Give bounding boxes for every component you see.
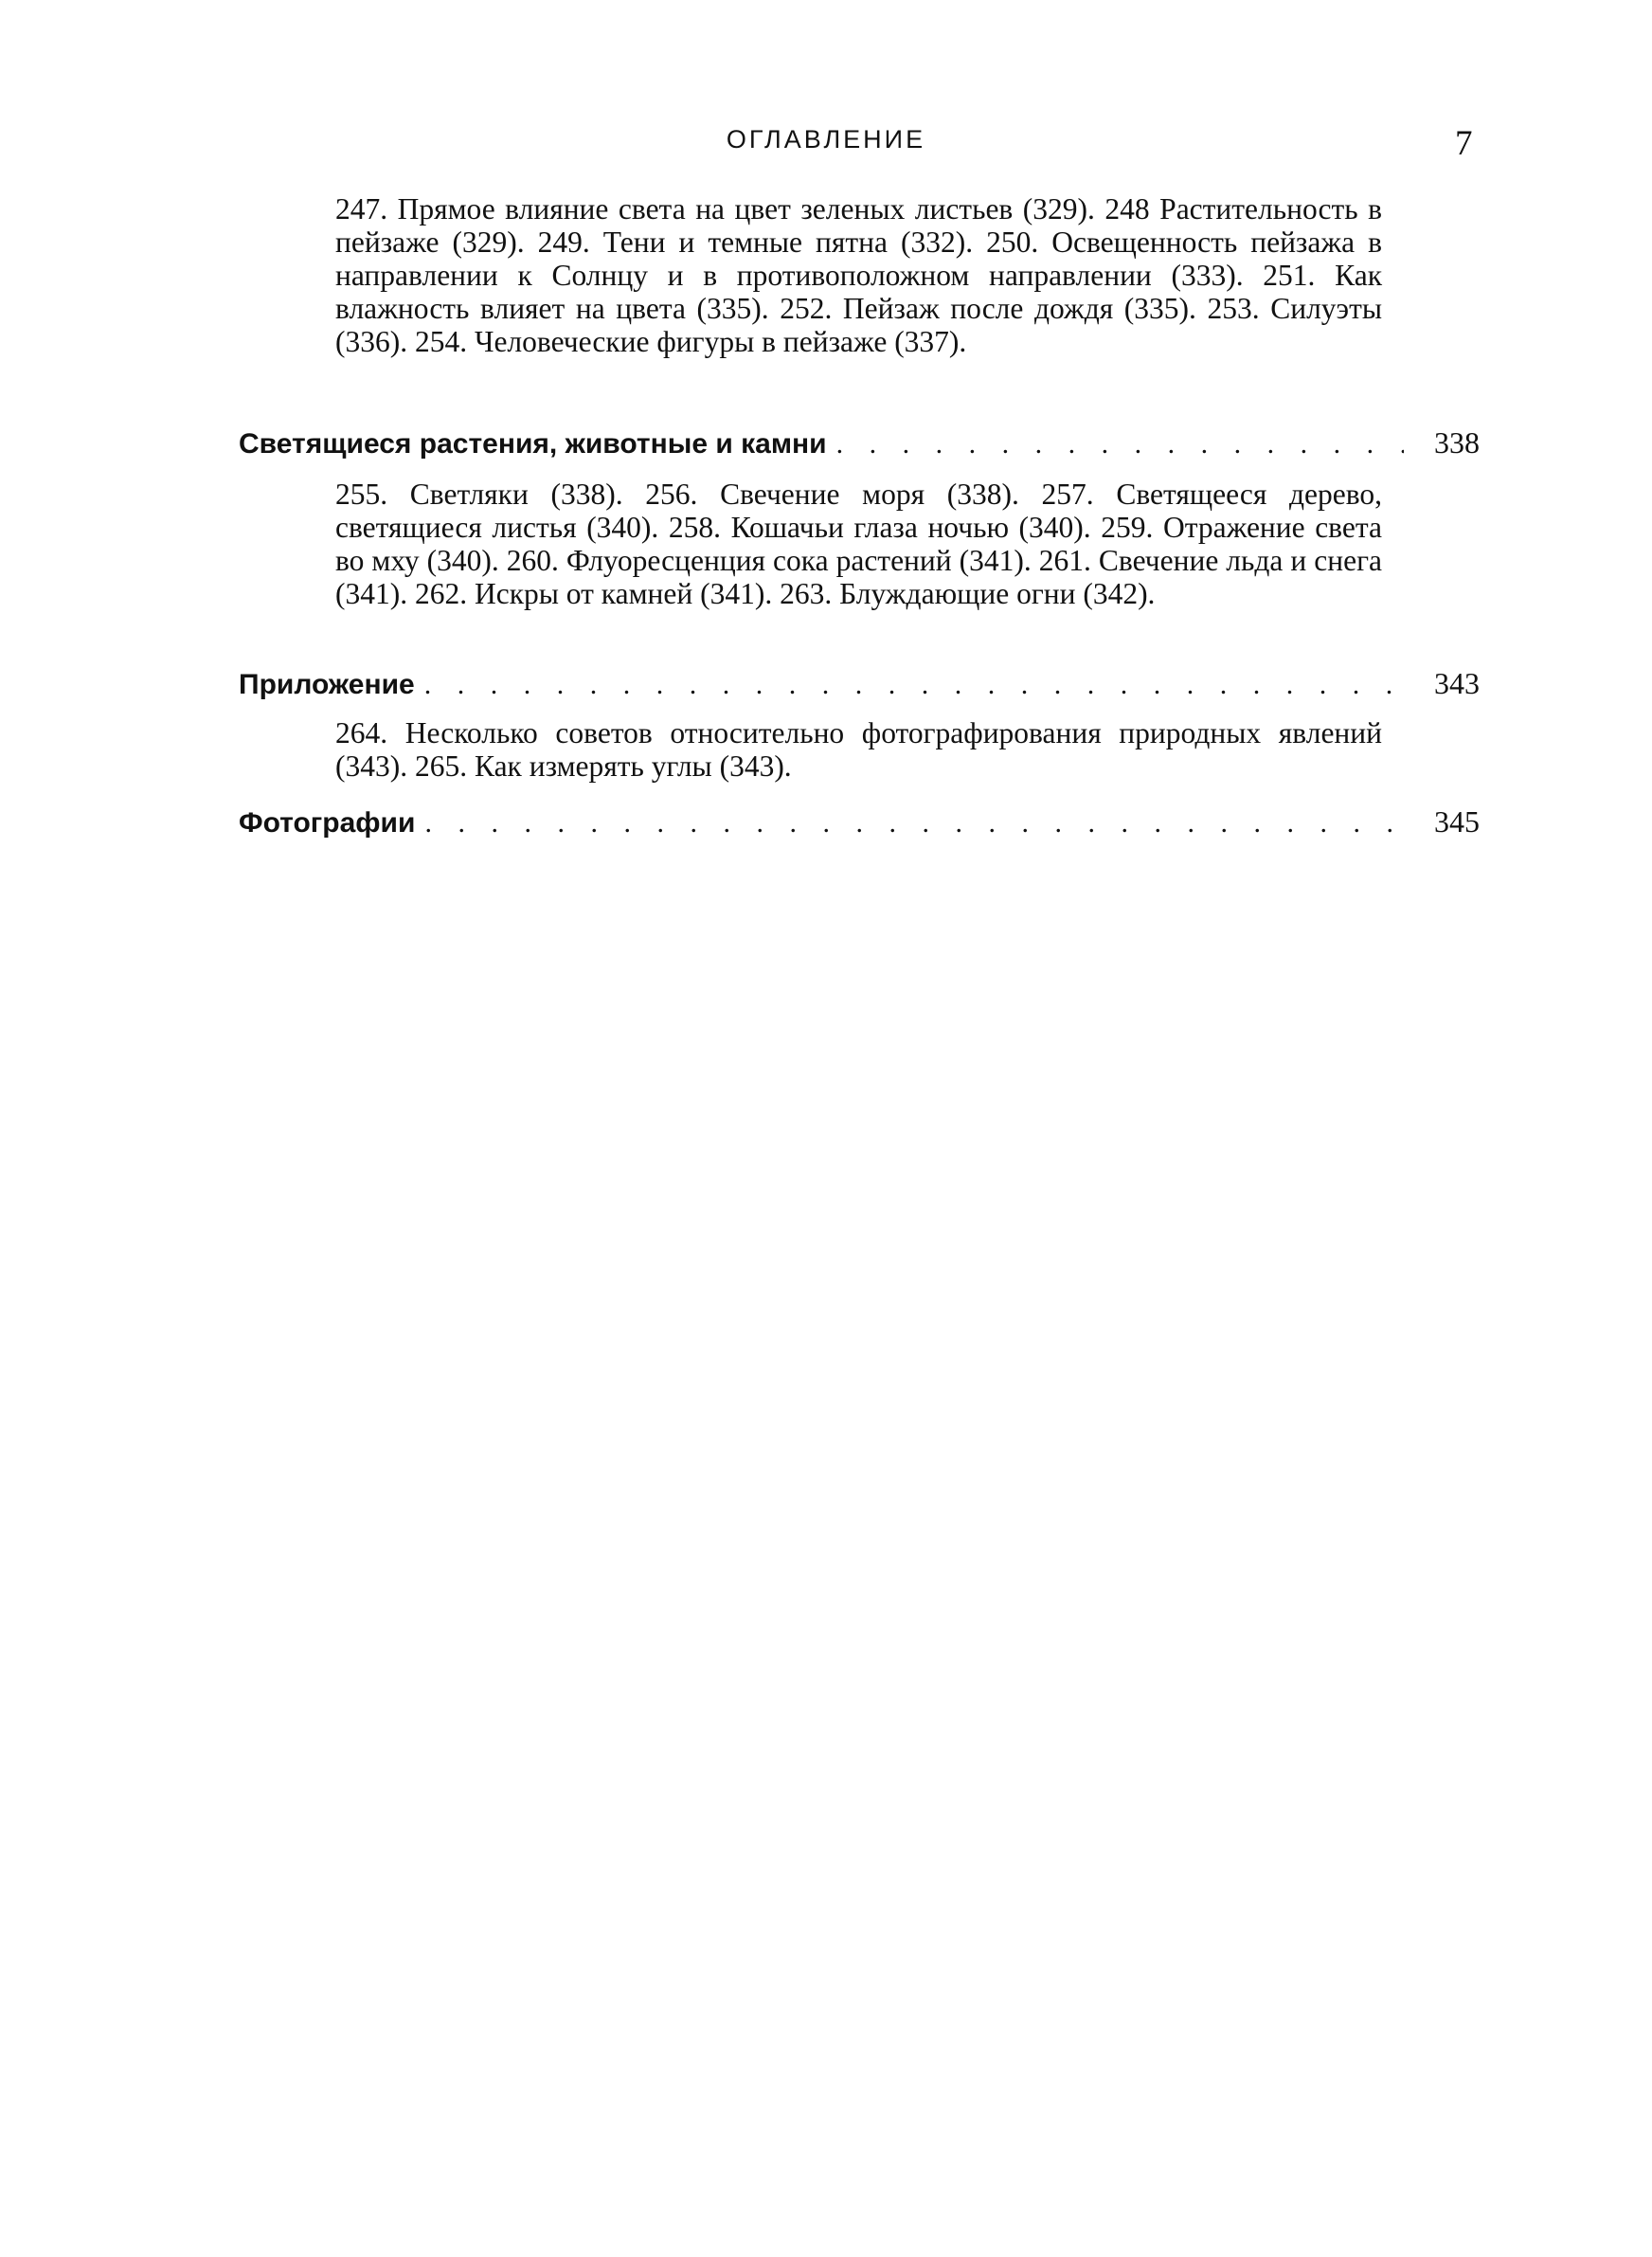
toc-entry-page: 345 xyxy=(1434,804,1480,839)
dot-leader xyxy=(424,667,1404,703)
toc-entry-title: Приложение xyxy=(239,669,415,700)
toc-entry-page: 343 xyxy=(1434,666,1480,700)
running-head-title: ОГЛАВЛЕНИЕ xyxy=(726,125,926,153)
toc-entry-title: Фотографии xyxy=(239,807,416,839)
toc-entry-page: 338 xyxy=(1434,425,1480,460)
toc-entry-line xyxy=(239,665,1480,703)
toc-entry-luminous xyxy=(239,424,1480,610)
toc-entry-description: 255. Светляки (338). 256. Свечение моря (338). 257. Светящееся дерево, светящиеся листья (340). 258. Кошачьи глаза ночью (340). 259. Отражение света во мху (340). 260. Флуоресценция сока растений (341). 261. Свечение льда и снега (341). 262. Искры от камней (341). 263. Блуждающие огни (342). xyxy=(335,478,1382,610)
toc-entry-line xyxy=(239,803,1480,841)
toc-entry-title: Светящиеся растения, животные и камни xyxy=(239,428,827,460)
page-number: 7 xyxy=(1455,124,1473,163)
toc-entry-line xyxy=(239,424,1480,462)
toc-continued-description: 247. Прямое влияние света на цвет зеленых листьев (329). 248 Растительность в пейзаже (329). 249. Тени и темные пятна (332). 250. Освещенность пейзажа в направлении к Солнцу и в противоположном направлении (333). 251. Как влажность влияет на цвета (335). 252. Пейзаж после дождя (335). 253. Силуэты (336). 254. Человеческие фигуры в пейзаже (337). xyxy=(335,192,1382,358)
toc-entry-photographs xyxy=(239,803,1480,841)
dot-leader xyxy=(424,805,1404,841)
toc-entry-appendix xyxy=(239,665,1480,783)
toc-entry-description: 264. Несколько советов относительно фотографирования природных явлений (343). 265. Как измерять углы (343). xyxy=(335,716,1382,783)
dot-leader xyxy=(836,426,1404,462)
